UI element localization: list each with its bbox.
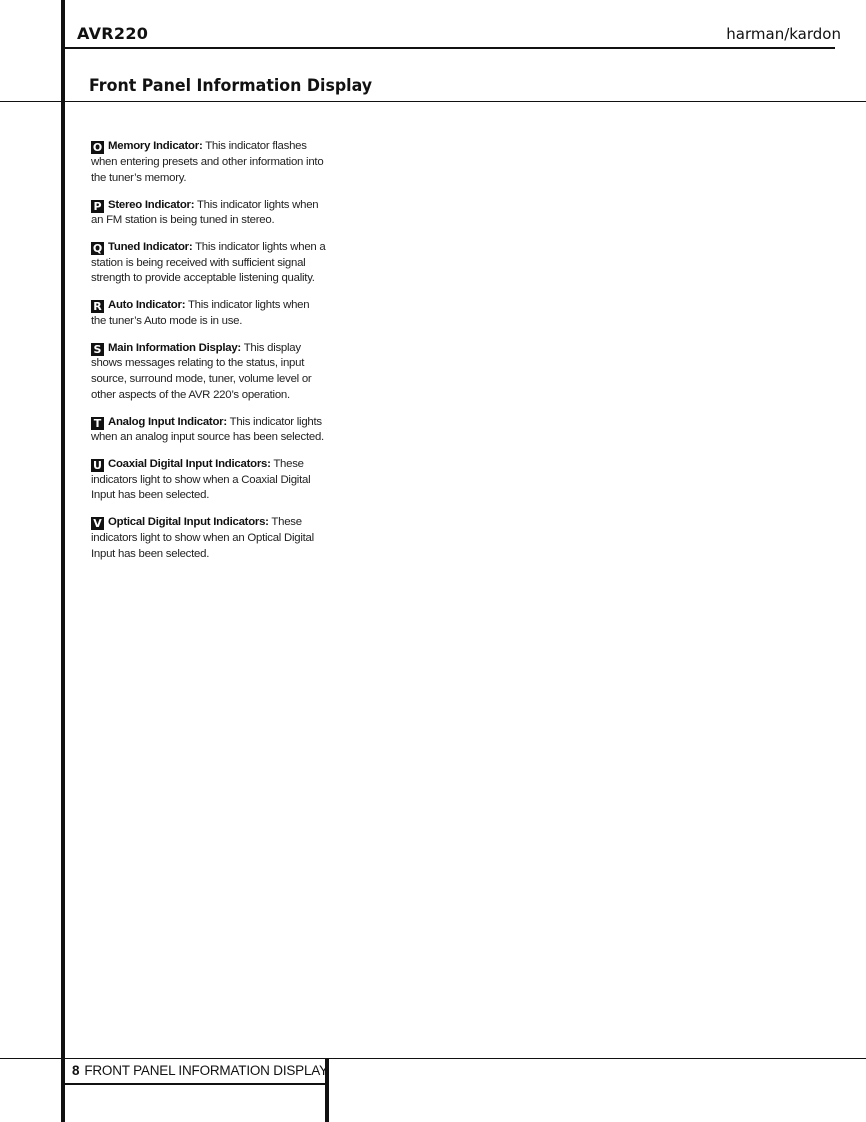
footer-section-label: FRONT PANEL INFORMATION DISPLAY: [84, 1063, 328, 1078]
header-divider: [65, 47, 835, 49]
entry-term: Optical Digital Input Indicators:: [108, 516, 269, 529]
callout-letter-badge: O: [92, 141, 103, 155]
entry-term: Tuned Indicator:: [108, 241, 193, 254]
footer-box-bottom-rule: [65, 1083, 327, 1085]
list-item: [91, 415, 327, 446]
title-divider: [0, 101, 866, 102]
left-margin-rule: [61, 0, 65, 1122]
callout-letter-badge: V: [91, 517, 104, 530]
callout-letter-badge: S: [91, 343, 104, 356]
entry-description: These indicators light to show when an Optical Digital Input has been selected.: [91, 516, 314, 560]
entry-term: Memory Indicator:: [108, 140, 203, 153]
callout-letter-badge: P: [91, 200, 104, 213]
callout-letter-badge: U: [91, 459, 104, 472]
entry-term: Coaxial Digital Input Indicators:: [108, 458, 271, 471]
list-item: [91, 515, 327, 562]
entry-description: This indicator lights when the tuner’s Auto mode is in use.: [91, 299, 310, 327]
entry-term: Analog Input Indicator:: [108, 415, 227, 428]
entry-term: Main Information Display:: [108, 341, 241, 354]
entry-term: Stereo Indicator:: [108, 198, 195, 211]
callout-letter-badge: Q: [92, 242, 103, 256]
model-name: AVR220: [77, 24, 149, 43]
entry-description: This indicator lights when a station is being received with sufficient signal strength to provide acceptable listening quality.: [91, 241, 326, 285]
callout-letter-badge: T: [91, 417, 104, 430]
indicator-list: [91, 128, 327, 570]
page-number: 8: [72, 1063, 80, 1078]
page-footer: [72, 1063, 328, 1078]
entry-description: These indicators light to show when a Coaxial Digital Input has been selected.: [91, 458, 311, 502]
list-item: [91, 457, 327, 504]
entry-description: This indicator flashes when entering presets and other information into the tuner’s memory.: [91, 140, 324, 184]
entry-description: This indicator lights when an analog input source has been selected.: [91, 415, 324, 444]
list-item: [91, 341, 327, 403]
entry-description: This indicator lights when an FM station is being tuned in stereo.: [91, 198, 319, 227]
entry-term: Auto Indicator:: [108, 299, 186, 312]
footer-divider: [0, 1058, 866, 1059]
callout-letter-badge: R: [91, 300, 104, 313]
entry-description: This display shows messages relating to the status, input source, surround mode, tuner, volume level or other aspects of the AVR 220’s operation.: [91, 341, 312, 401]
list-item: [91, 139, 327, 186]
list-item: [91, 198, 327, 229]
list-item: [91, 240, 327, 287]
page-title: Front Panel Information Display: [89, 76, 373, 96]
brand-logo-text: harman/kardon: [726, 25, 841, 43]
list-item: [91, 298, 327, 329]
